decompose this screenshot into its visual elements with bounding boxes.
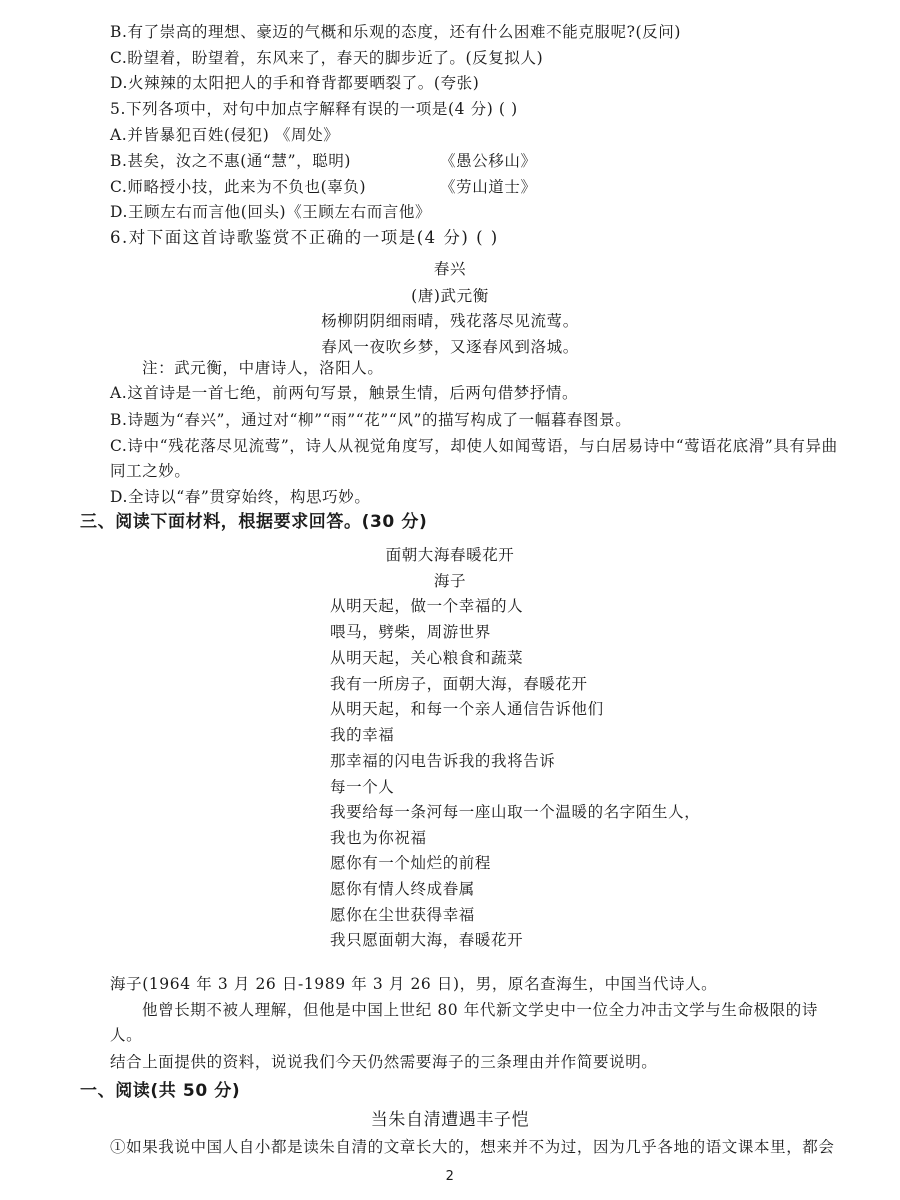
poem-line: 愿你在尘世获得幸福 bbox=[330, 906, 475, 924]
q5-option-a: A.并皆暴犯百姓(侵犯) 《周处》 bbox=[110, 126, 340, 144]
poem-line: 我的幸福 bbox=[330, 726, 395, 744]
q5-option-b: B.甚矣，汝之不惠(通“慧”，聪明) bbox=[110, 152, 352, 170]
haizi-bio-2-cont: 人。 bbox=[110, 1026, 143, 1044]
q5-option-c: C.师略授小技，此来为不负也(辜负) bbox=[110, 178, 367, 196]
q6-poem-line-1: 杨柳阴阴细雨晴，残花落尽见流莺。 bbox=[321, 312, 579, 330]
haizi-bio: 海子(1964 年 3 月 26 日-1989 年 3 月 26 日)，男，原名查海生，中国当代诗人。 bbox=[110, 975, 718, 993]
essay-paragraph-1: ①如果我说中国人自小都是读朱自清的文章长大的，想来并不为过，因为几乎各地的语文课本里，都会 bbox=[110, 1138, 835, 1156]
poem-line: 喂马，劈柴，周游世界 bbox=[330, 623, 492, 641]
poem-line: 我要给每一条河每一座山取一个温暖的名字陌生人， bbox=[330, 803, 701, 821]
q5-option-d: D.王顾左右而言他(回头)《王顾左右而言他》 bbox=[110, 203, 432, 221]
q6-option-c-cont: 同工之妙。 bbox=[110, 462, 191, 480]
q6-poem-author: (唐)武元衡 bbox=[411, 287, 489, 305]
q4-option-d: D.火辣辣的太阳把人的手和脊背都要晒裂了。(夸张) bbox=[110, 74, 480, 92]
section-3-task: 结合上面提供的资料，说说我们今天仍然需要海子的三条理由并作简要说明。 bbox=[110, 1053, 658, 1071]
poem-line: 那幸福的闪电告诉我的我将告诉 bbox=[330, 752, 556, 770]
poem-line: 从明天起，关心粮食和蔬菜 bbox=[330, 649, 524, 667]
essay-title: 当朱自清遭遇丰子恺 bbox=[370, 1110, 530, 1130]
q4-option-c: C.盼望着，盼望着，东风来了，春天的脚步近了。(反复拟人) bbox=[110, 49, 544, 67]
section-1-heading: 一、阅读(共 50 分) bbox=[80, 1081, 241, 1101]
haizi-poem-title: 面朝大海春暖花开 bbox=[385, 546, 515, 564]
q6-option-d: D.全诗以“春”贯穿始终，构思巧妙。 bbox=[110, 488, 371, 506]
poem-line: 我有一所房子，面朝大海，春暖花开 bbox=[330, 675, 588, 693]
q6-option-c: C.诗中“残花落尽见流莺”，诗人从视觉角度写，却使人如闻莺语，与白居易诗中“莺语花底滑”具有异曲 bbox=[110, 437, 838, 455]
haizi-poem-author: 海子 bbox=[433, 572, 467, 590]
page-number: 2 bbox=[445, 1169, 455, 1184]
q6-poem-line-2: 春风一夜吹乡梦，又逐春风到洛城。 bbox=[321, 338, 579, 356]
poem-line: 愿你有情人终成眷属 bbox=[330, 880, 475, 898]
poem-line: 我只愿面朝大海，春暖花开 bbox=[330, 931, 524, 949]
section-3-heading: 三、阅读下面材料，根据要求回答。(30 分) bbox=[80, 512, 428, 532]
q6-poem-title: 春兴 bbox=[433, 260, 467, 278]
q6-option-a: A.这首诗是一首七绝，前两句写景，触景生情，后两句借梦抒情。 bbox=[110, 384, 579, 402]
poem-line: 从明天起，做一个幸福的人 bbox=[330, 597, 524, 615]
q5-option-b-source: 《愚公移山》 bbox=[440, 152, 537, 170]
poem-line: 每一个人 bbox=[330, 778, 395, 796]
q6-option-b: B.诗题为“春兴”，通过对“柳”“雨”“花”“风”的描写构成了一幅暮春图景。 bbox=[110, 411, 632, 429]
q5-option-c-source: 《劳山道士》 bbox=[440, 178, 537, 196]
poem-line: 从明天起，和每一个亲人通信告诉他们 bbox=[330, 700, 604, 718]
q6-note: 注：武元衡，中唐诗人，洛阳人。 bbox=[142, 359, 384, 377]
poem-line: 我也为你祝福 bbox=[330, 829, 427, 847]
haizi-bio-2: 他曾长期不被人理解，但他是中国上世纪 80 年代新文学史中一位全力冲击文学与生命极限的诗 bbox=[142, 1001, 818, 1019]
q6-stem: 6.对下面这首诗歌鉴赏不正确的一项是(4 分) ( ) bbox=[110, 228, 499, 247]
q5-stem: 5.下列各项中，对句中加点字解释有误的一项是(4 分) ( ) bbox=[110, 100, 518, 118]
poem-line: 愿你有一个灿烂的前程 bbox=[330, 854, 492, 872]
q4-option-b: B.有了崇高的理想、豪迈的气概和乐观的态度，还有什么困难不能克服呢?(反问) bbox=[110, 23, 682, 41]
